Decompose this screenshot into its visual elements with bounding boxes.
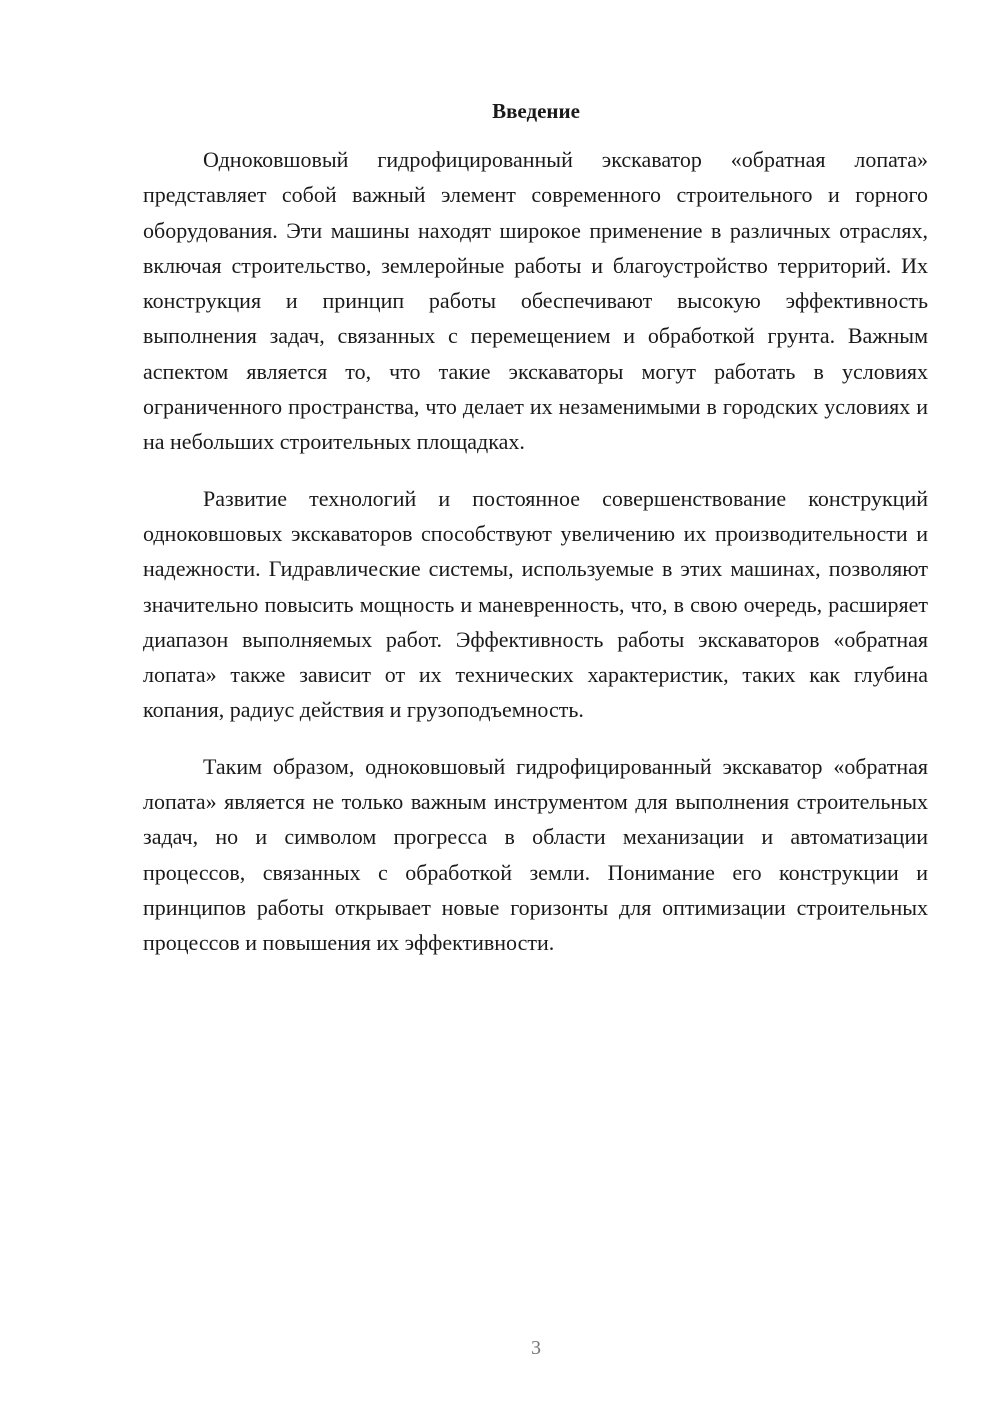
paragraph-3: Таким образом, одноковшовый гидрофицированный экскаватор «обратная лопата» является не только важным инструментом для выполнения строительных задач, но и символом прогресса в области механизации и автоматизации процессов, связанных с обработкой земли. Понимание его конструкции и принципов работы открывает новые горизонты для оптимизации строительных процессов и повышения их эффективности. — [143, 753, 928, 956]
section-title: Введение — [492, 99, 580, 123]
page-number: 3 — [531, 1337, 541, 1359]
document-body — [143, 142, 928, 982]
paragraph-2: Развитие технологий и постоянное совершенствование конструкций одноковшовых экскаваторов способствуют увеличению их производительности и надежности. Гидравлические системы, используемые в этих машинах, позволяют значительно повысить мощность и маневренность, что, в свою очередь, расширяет диапазон выполняемых работ. Эффективность работы экскаваторов «обратная лопата» также зависит от их технических характеристик, таких как глубина копания, радиус действия и грузоподъемность. — [143, 485, 928, 723]
paragraph-1: Одноковшовый гидрофицированный экскаватор «обратная лопата» представляет собой важный элемент современного строительного и горного оборудования. Эти машины находят широкое применение в различных отраслях, включая строительство, землеройные работы и благоустройство территорий. Их конструкция и принцип работы обеспечивают высокую эффективность выполнения задач, связанных с перемещением и обработкой грунта. Важным аспектом является то, что такие экскаваторы могут работать в условиях ограниченного пространства, что делает их незаменимыми в городских условиях и на небольших строительных площадках. — [143, 147, 928, 455]
